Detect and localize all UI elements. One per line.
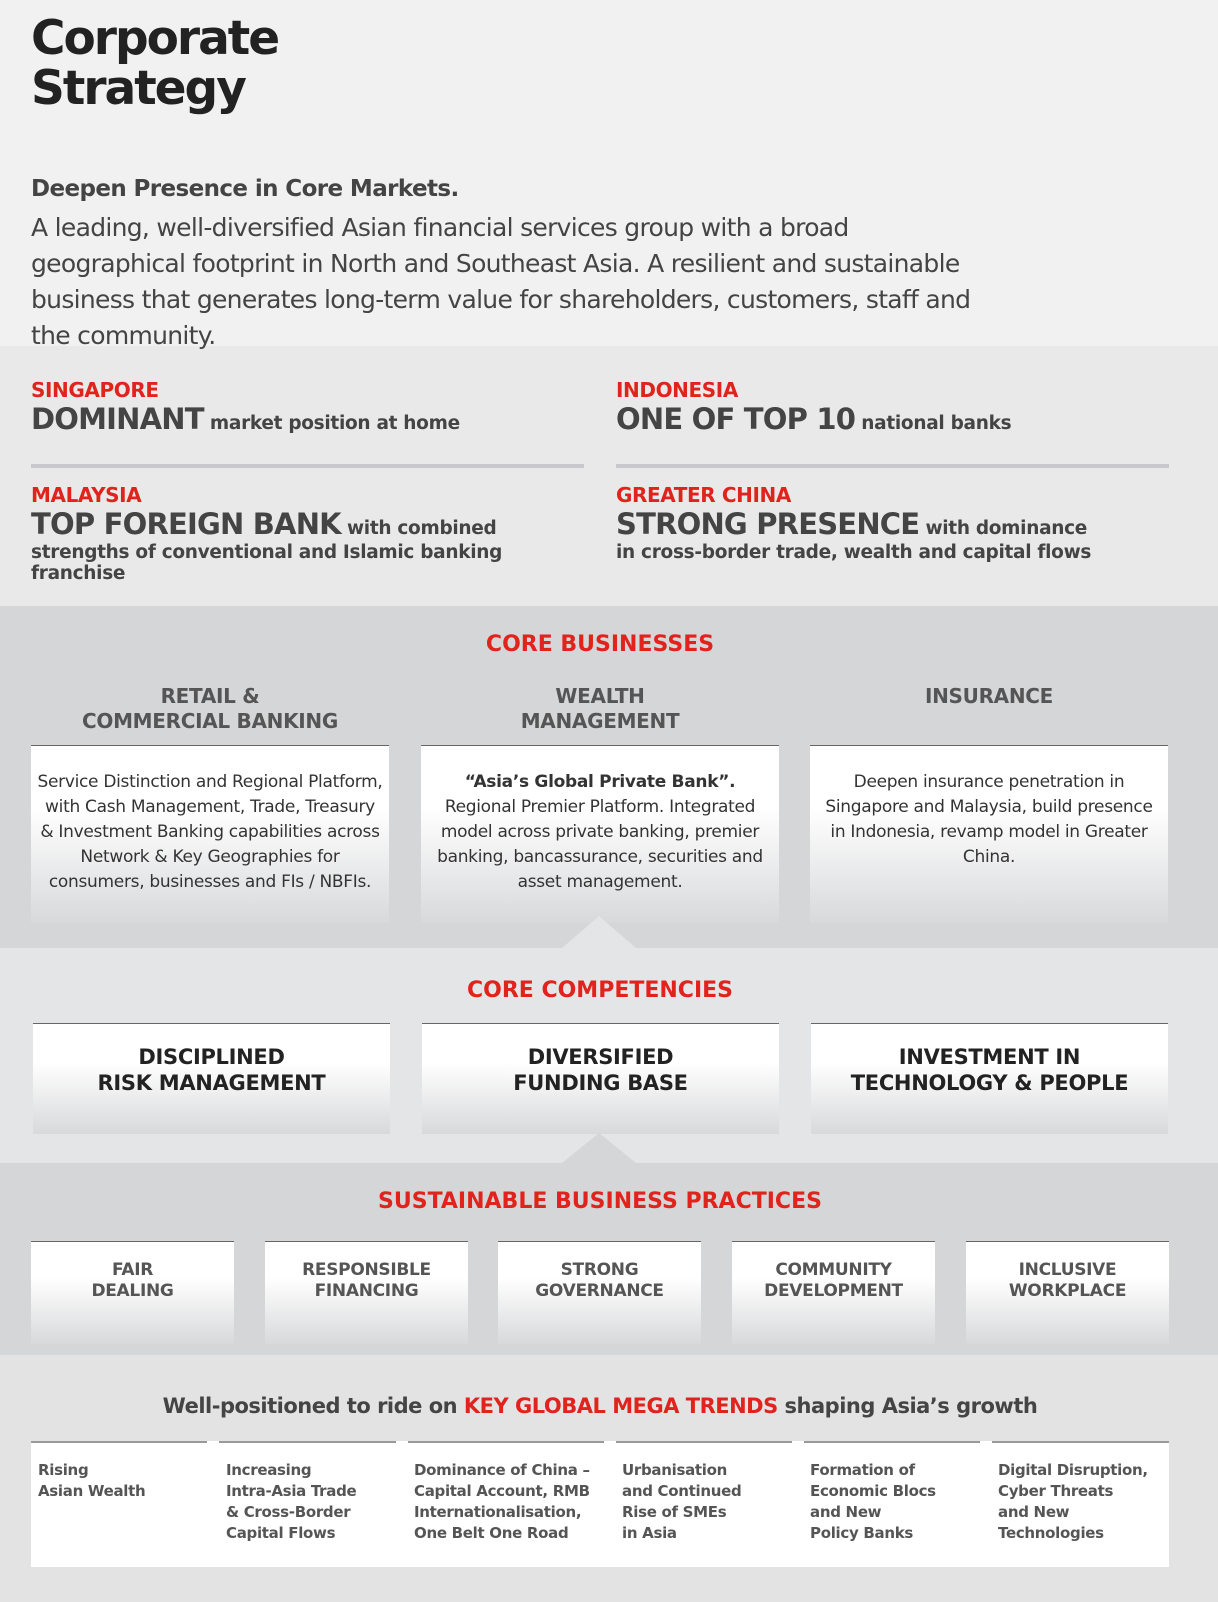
business-card-wealth xyxy=(421,745,779,923)
market-subtext: in cross-border trade, wealth and capital flows xyxy=(616,542,1092,563)
market-label: MALAYSIA xyxy=(31,483,142,507)
business-heading-wealth xyxy=(421,684,779,734)
trend-line: Cyber Threats xyxy=(998,1482,1114,1500)
practice-card-community-development xyxy=(732,1241,935,1344)
trend-line: in Asia xyxy=(622,1524,677,1542)
business-description: Regional Premier Platform. Integrated model across private banking, premier banking, bancassurance, securities and asset management. xyxy=(437,797,763,892)
practice-line: FAIR xyxy=(111,1260,154,1280)
trend-line: Increasing xyxy=(226,1461,312,1479)
intro-heading: Deepen Presence in Core Markets. xyxy=(31,176,459,202)
market-headline xyxy=(616,507,1168,542)
competency-line: INVESTMENT IN xyxy=(898,1045,1081,1069)
competency-line: DIVERSIFIED xyxy=(527,1045,674,1069)
trend-line: Rise of SMEs xyxy=(622,1503,727,1521)
trend-line: One Belt One Road xyxy=(414,1524,569,1542)
market-rest-text: national banks xyxy=(861,413,1012,434)
mega-trends-title-before: Well-positioned to ride on xyxy=(162,1394,464,1418)
business-description: Deepen insurance penetration in Singapore and Malaysia, build presence in Indonesia, revamp model in Greater China. xyxy=(825,772,1153,867)
market-indonesia xyxy=(616,378,1168,437)
trend-line: Internationalisation, xyxy=(414,1503,582,1521)
practice-card-fair-dealing xyxy=(31,1241,234,1344)
core-businesses-title: CORE BUSINESSES xyxy=(485,632,715,657)
trend-line: & Cross-Border xyxy=(226,1503,351,1521)
practice-line: INCLUSIVE xyxy=(1018,1260,1117,1280)
market-rest-text: with combined xyxy=(347,518,497,539)
market-big-text: STRONG PRESENCE xyxy=(616,507,920,541)
divider xyxy=(616,464,1169,468)
trend-line: Urbanisation xyxy=(622,1461,728,1479)
divider xyxy=(31,464,584,468)
market-malaysia xyxy=(31,483,583,584)
market-big-text: TOP FOREIGN BANK xyxy=(31,507,341,541)
market-label: INDONESIA xyxy=(616,378,738,402)
trend-line: Asian Wealth xyxy=(38,1482,146,1500)
practice-line: GOVERNANCE xyxy=(535,1281,664,1301)
practice-card-strong-governance xyxy=(498,1241,701,1344)
market-big-text: DOMINANT xyxy=(31,402,204,436)
up-arrow-icon xyxy=(562,916,636,948)
competency-line: TECHNOLOGY & PEOPLE xyxy=(850,1071,1129,1095)
market-headline xyxy=(31,402,583,437)
business-heading-insurance xyxy=(810,684,1168,709)
heading-line: RETAIL & xyxy=(160,684,260,708)
trend-line: Rising xyxy=(38,1461,89,1479)
market-label: SINGAPORE xyxy=(31,378,159,402)
trend-item-digital-disruption xyxy=(998,1442,1168,1544)
business-card-retail xyxy=(31,745,389,923)
market-headline xyxy=(31,507,583,542)
trend-item-economic-blocs xyxy=(810,1442,980,1544)
trend-line: and Continued xyxy=(622,1482,742,1500)
practice-line: WORKPLACE xyxy=(1008,1281,1127,1301)
practice-card-inclusive-workplace xyxy=(966,1241,1169,1344)
intro-body: A leading, well-diversified Asian financial services group with a broad geographical footprint in North and Southeast Asia. A resilient and sustainable business that generates long-term value for shareholders, customers, staff and the community. xyxy=(31,213,971,350)
trend-item-rising-asian-wealth xyxy=(38,1442,206,1502)
practice-line: RESPONSIBLE xyxy=(302,1260,431,1280)
core-competencies-title: CORE COMPETENCIES xyxy=(466,978,734,1003)
business-heading-retail xyxy=(31,684,389,734)
market-big-text: ONE OF TOP 10 xyxy=(616,402,856,436)
trend-line: Digital Disruption, xyxy=(998,1461,1148,1479)
practice-line: COMMUNITY xyxy=(775,1260,892,1280)
market-rest-text: market position at home xyxy=(209,413,460,434)
practice-card-responsible-financing xyxy=(265,1241,468,1344)
competency-card-risk xyxy=(33,1023,390,1134)
competency-card-funding xyxy=(422,1023,779,1134)
sustainable-practices-title: SUSTAINABLE BUSINESS PRACTICES xyxy=(378,1189,822,1214)
trend-line: and New xyxy=(998,1503,1070,1521)
heading-line: MANAGEMENT xyxy=(520,709,680,733)
market-singapore xyxy=(31,378,583,437)
practice-line: FINANCING xyxy=(314,1281,419,1301)
mega-trends-title-after: shaping Asia’s growth xyxy=(777,1394,1038,1418)
trend-item-urbanisation xyxy=(622,1442,792,1544)
competency-line: FUNDING BASE xyxy=(513,1071,688,1095)
heading-line: INSURANCE xyxy=(924,684,1054,708)
mega-trends-title-highlight: KEY GLOBAL MEGA TRENDS xyxy=(463,1394,778,1418)
heading-line: WEALTH xyxy=(555,684,645,708)
competency-line: DISCIPLINED xyxy=(138,1045,285,1069)
trend-line: Formation of xyxy=(810,1461,915,1479)
practice-line: DEALING xyxy=(91,1281,174,1301)
up-arrow-icon xyxy=(562,1133,636,1163)
trend-line: Technologies xyxy=(998,1524,1104,1542)
trend-item-intra-asia-trade xyxy=(226,1442,396,1544)
competency-card-technology xyxy=(811,1023,1168,1134)
market-headline xyxy=(616,402,1168,437)
market-greater-china xyxy=(616,483,1168,563)
business-quote: “Asia’s Global Private Bank”. xyxy=(464,772,736,792)
market-rest-text: with dominance xyxy=(925,518,1088,539)
trend-line: Capital Flows xyxy=(226,1524,336,1542)
trend-line: and New xyxy=(810,1503,882,1521)
competency-line: RISK MANAGEMENT xyxy=(97,1071,326,1095)
heading-line: COMMERCIAL BANKING xyxy=(81,709,338,733)
trend-item-dominance-of-china xyxy=(414,1442,604,1544)
practice-line: STRONG xyxy=(560,1260,639,1280)
mega-trends-title xyxy=(0,1394,1200,1418)
trend-line: Economic Blocs xyxy=(810,1482,936,1500)
trend-line: Capital Account, RMB xyxy=(414,1482,590,1500)
page-title: Corporate Strategy xyxy=(31,11,279,116)
practice-line: DEVELOPMENT xyxy=(764,1281,903,1301)
trend-line: Intra-Asia Trade xyxy=(226,1482,357,1500)
trend-line: Policy Banks xyxy=(810,1524,914,1542)
trend-line: Dominance of China – xyxy=(414,1461,590,1479)
market-label: GREATER CHINA xyxy=(616,483,791,507)
market-subtext: strengths of conventional and Islamic banking franchise xyxy=(31,542,503,584)
business-description: Service Distinction and Regional Platform, with Cash Management, Trade, Treasury & Investment Banking capabilities across Network & Key Geographies for consumers, businesses and FIs / NBFIs. xyxy=(37,772,383,892)
business-card-insurance xyxy=(810,745,1168,923)
